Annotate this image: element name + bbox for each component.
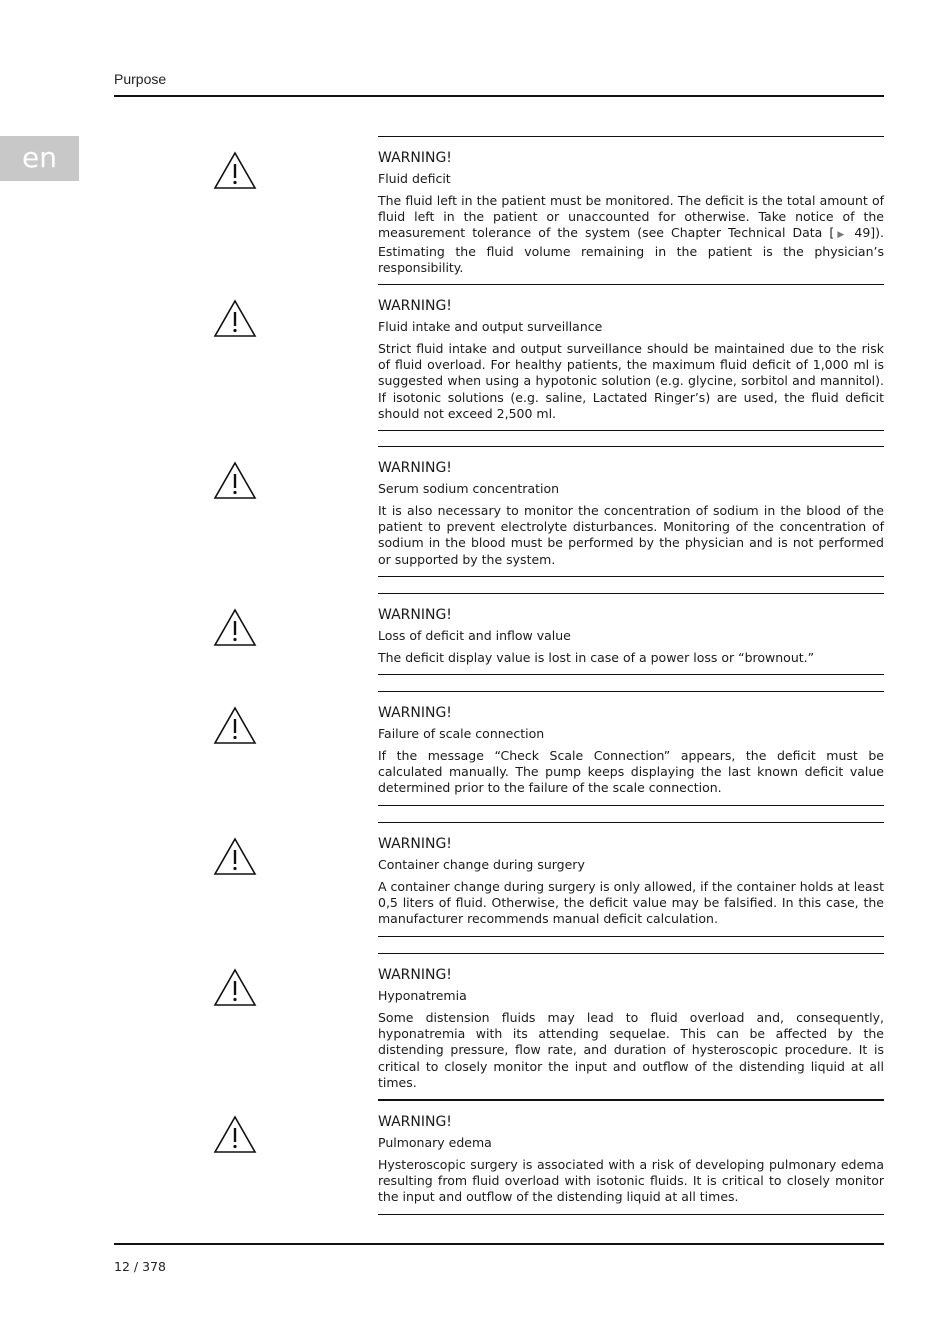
warning-block-fluid-surveillance <box>378 284 884 431</box>
header-rule <box>114 95 884 97</box>
warning-block-serum-sodium <box>378 446 884 577</box>
warning-triangle-icon <box>213 151 257 191</box>
section-title: Purpose <box>114 71 167 87</box>
warning-body-text: The fluid left in the patient must be monitored. The deficit is the total amount of fluid left in the patient or unaccounted for otherwise. Take notice of the measurement tolerance of the system (see Chapter Technical Data [ <box>378 193 884 241</box>
language-tab: en <box>0 136 79 181</box>
warning-triangle-icon <box>213 1115 257 1155</box>
warning-body: The deficit display value is lost in case of a power loss or “brownout.” <box>378 650 815 665</box>
warning-block-hyponatremia <box>378 953 884 1100</box>
warning-block-fluid-deficit <box>378 136 884 285</box>
warning-subtitle: Serum sodium concentration <box>378 481 560 496</box>
warning-body: A container change during surgery is only allowed, if the container holds at least 0,5 liters of fluid. Otherwise, the deficit value may be falsified. In this case, the manufacturer recommends manual deficit calculation. <box>378 879 884 927</box>
warning-block-container-change <box>378 822 884 937</box>
warning-heading: WARNING! <box>378 298 452 314</box>
warning-block-pulmonary-edema <box>378 1100 884 1215</box>
page-number: 12 / 378 <box>114 1259 166 1274</box>
warning-subtitle: Failure of scale connection <box>378 726 545 741</box>
warning-body <box>378 193 884 276</box>
warning-heading: WARNING! <box>378 150 452 166</box>
warning-subtitle: Container change during surgery <box>378 857 585 872</box>
warning-subtitle: Fluid intake and output surveillance <box>378 319 603 334</box>
warning-heading: WARNING! <box>378 967 452 983</box>
warning-subtitle: Pulmonary edema <box>378 1135 492 1150</box>
warning-body: It is also necessary to monitor the concentration of sodium in the blood of the patient to prevent electrolyte disturbances. Monitoring of the concentration of sodium in the blood must be performed by the physician and is not performed or supported by the system. <box>378 503 884 567</box>
warning-triangle-icon <box>213 837 257 877</box>
warning-subtitle: Loss of deficit and inflow value <box>378 628 571 643</box>
warning-body: If the message “Check Scale Connection” appears, the deficit must be calculated manually. The pump keeps displaying the last known deficit value determined prior to the failure of the scale connection. <box>378 748 884 796</box>
warning-heading: WARNING! <box>378 460 452 476</box>
warning-block-loss-of-deficit <box>378 593 884 675</box>
reference-arrow-icon: ▶ <box>834 230 848 241</box>
warning-heading: WARNING! <box>378 705 452 721</box>
warning-subtitle: Hyponatremia <box>378 988 467 1003</box>
warning-body: Some distension fluids may lead to fluid overload and, consequently, hyponatremia with its attending sequelae. This can be affected by the distending pressure, flow rate, and duration of hysteroscopic procedure. It is critical to closely monitor the input and outflow of the distending liquid at all times. <box>378 1010 884 1090</box>
footer-rule <box>114 1243 884 1245</box>
warning-heading: WARNING! <box>378 607 452 623</box>
warning-subtitle: Fluid deficit <box>378 171 451 186</box>
warning-body-text-cont: 49]). Estimating the fluid volume remaining in the patient is the physician’s responsibility. <box>378 225 885 275</box>
warning-triangle-icon <box>213 608 257 648</box>
warning-heading: WARNING! <box>378 836 452 852</box>
warning-triangle-icon <box>213 299 257 339</box>
warning-triangle-icon <box>213 968 257 1008</box>
warning-block-scale-connection <box>378 691 884 806</box>
warning-triangle-icon <box>213 461 257 501</box>
warning-body: Hysteroscopic surgery is associated with a risk of developing pulmonary edema resulting from fluid overload with isotonic fluids. It is critical to closely monitor the input and outflow of the distending liquid at all times. <box>378 1157 884 1205</box>
warning-heading: WARNING! <box>378 1114 452 1130</box>
warning-body: Strict fluid intake and output surveillance should be maintained due to the risk of fluid overload. For healthy patients, the maximum fluid deficit of 1,000 ml is suggested when using a hypotonic solution (e.g. glycine, sorbitol and mannitol). If isotonic solutions (e.g. saline, Lactated Ringer’s) are used, the fluid deficit should not exceed 2,500 ml. <box>378 341 884 421</box>
warning-triangle-icon <box>213 706 257 746</box>
